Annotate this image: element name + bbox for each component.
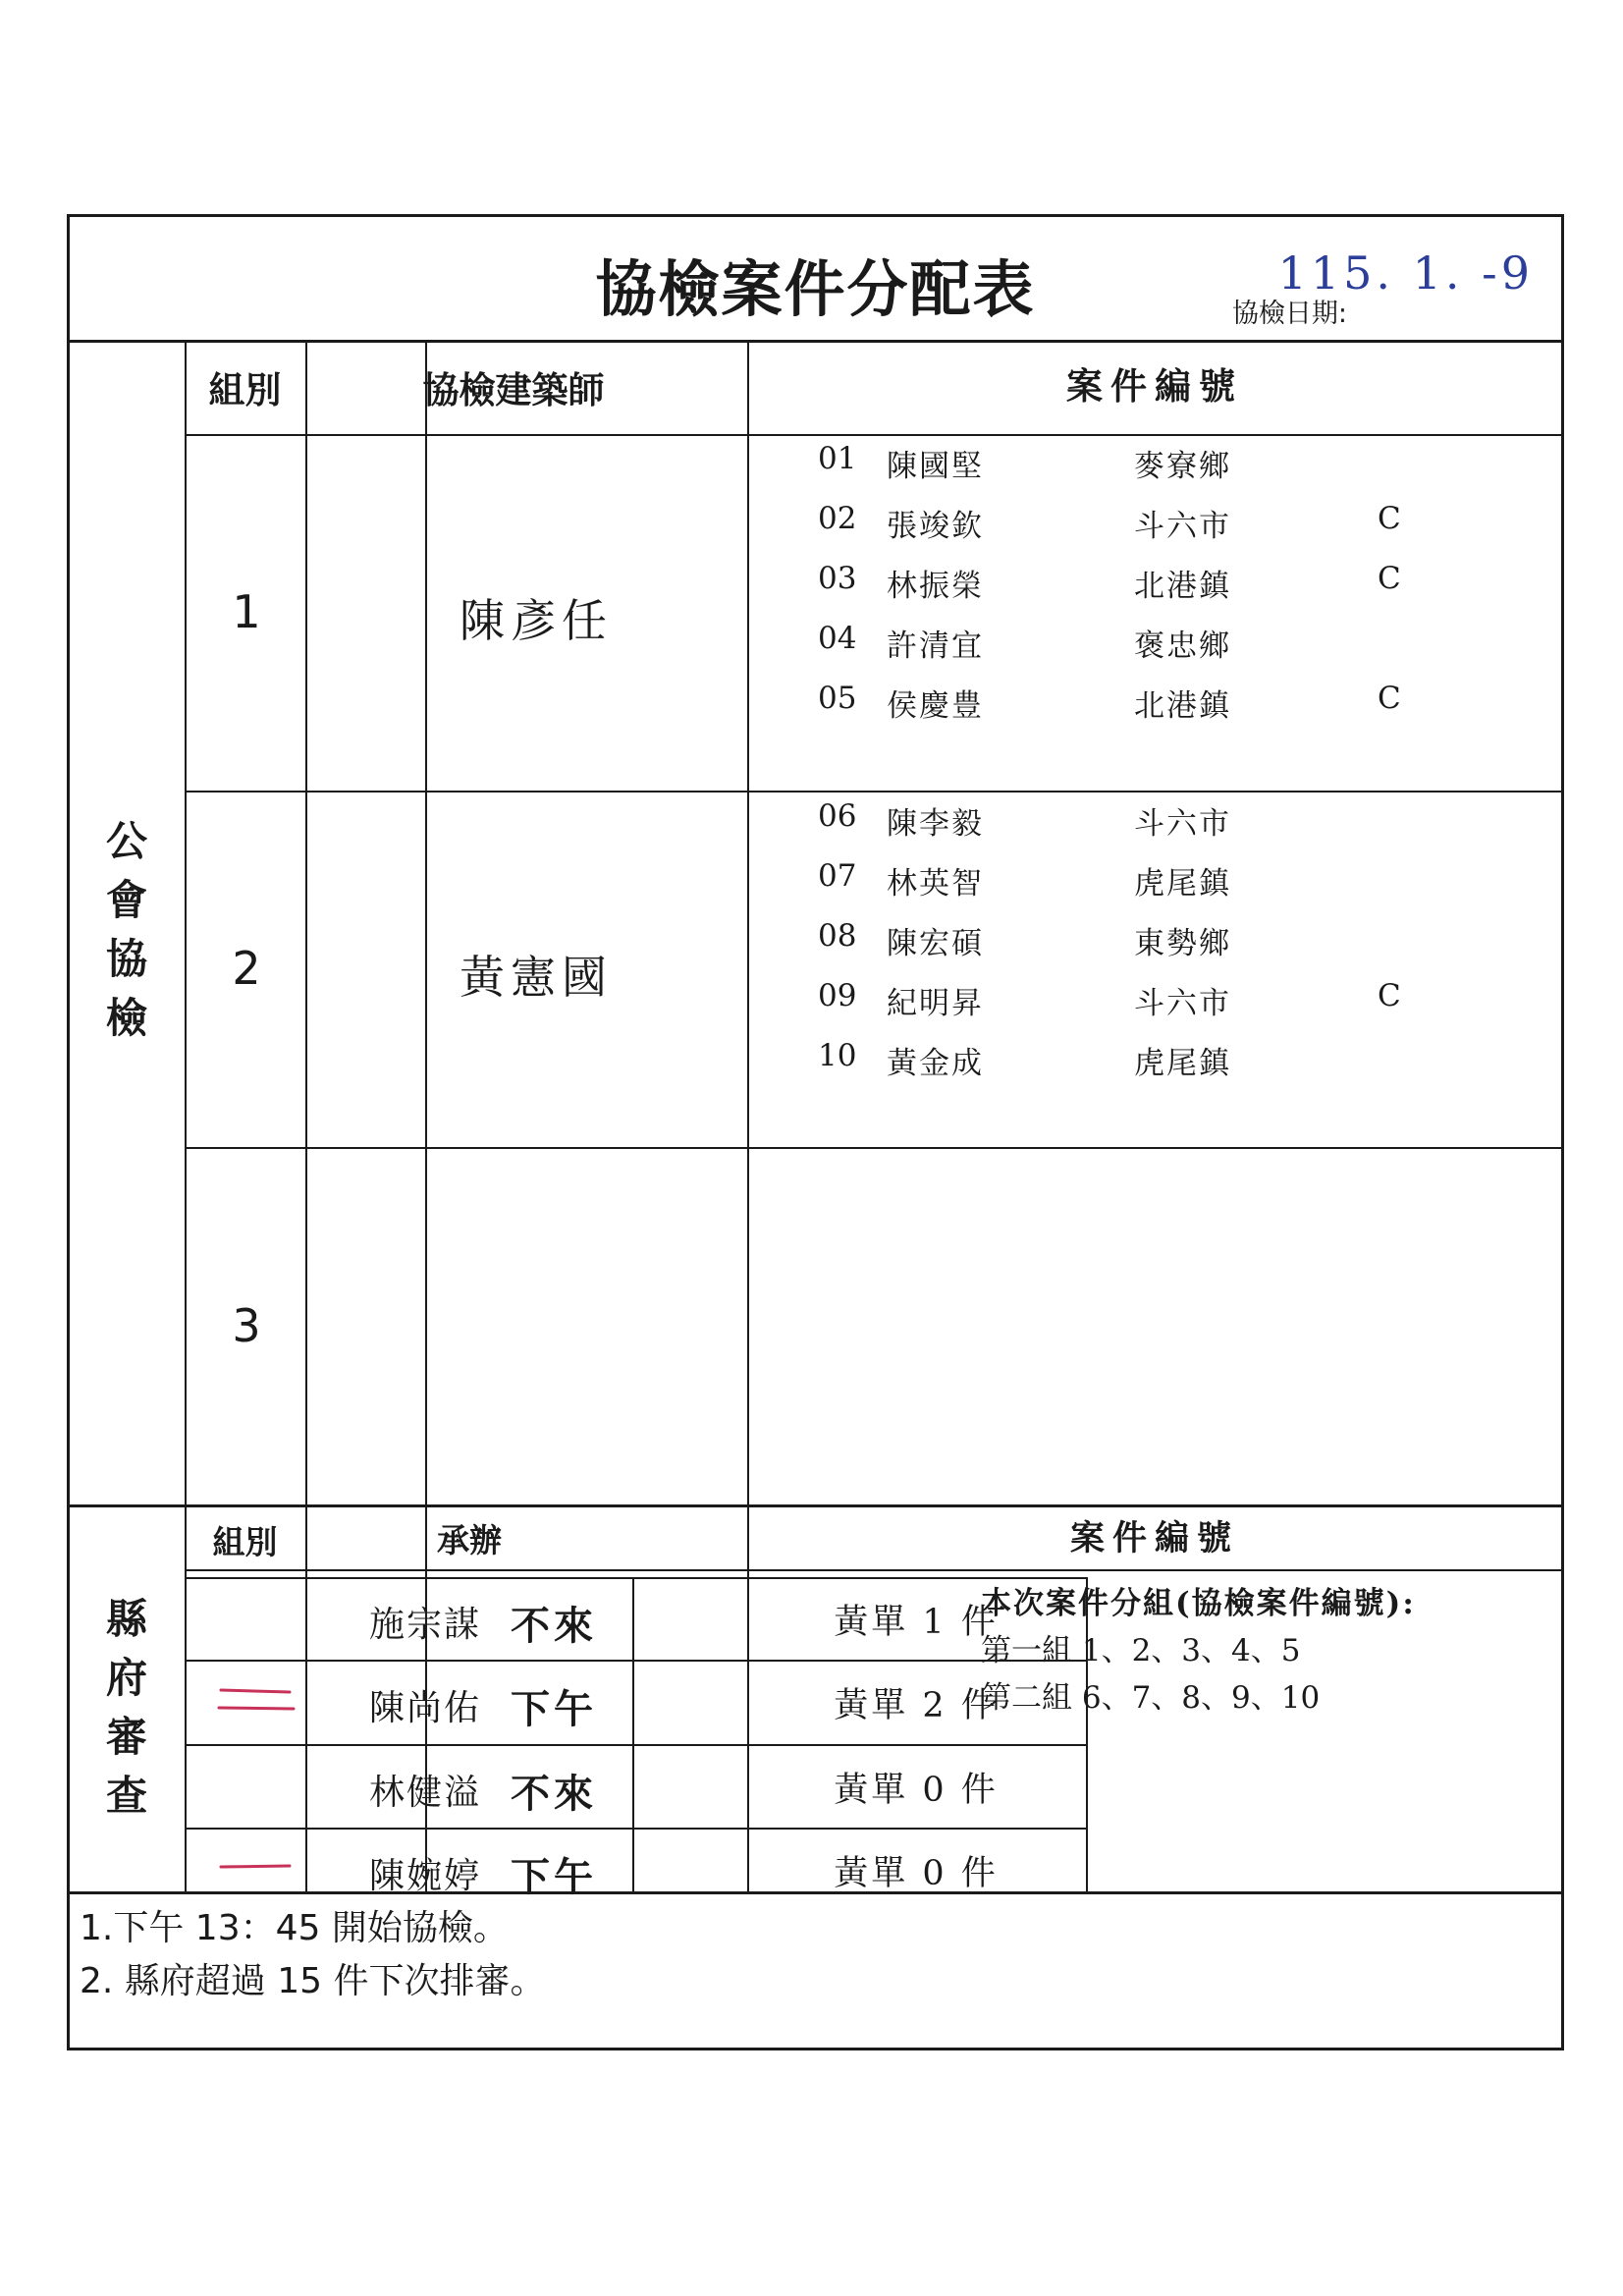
- union-section-label: 公 會 協 檢: [105, 817, 147, 1042]
- note-item: 1.下午 13：45 開始協檢。: [80, 1908, 509, 1948]
- header-group: 組別: [212, 1523, 278, 1561]
- yellow-slip-count: 黃單 1 件: [834, 1603, 999, 1642]
- handler-name: 施宗謀: [368, 1605, 481, 1645]
- note-item: 2. 縣府超過 15 件下次排審。: [80, 1961, 546, 2001]
- handwritten-group-mark: [217, 1680, 296, 1723]
- page-title: 協檢案件分配表: [595, 253, 1036, 325]
- notes: [80, 1902, 546, 2008]
- summary-line: 第二組 6、7、8、9、10: [981, 1680, 1321, 1716]
- summary-line: 第一組 1、2、3、4、5: [981, 1633, 1301, 1668]
- handler-name: 陳婉婷: [368, 1856, 481, 1896]
- attendance-time: 不來: [511, 1603, 597, 1649]
- header-group: 組別: [208, 369, 282, 411]
- header-architect: 協檢建築師: [422, 369, 605, 411]
- county-section-label: 縣 府 審 查: [105, 1595, 147, 1820]
- attendance-time: 下午: [511, 1686, 597, 1732]
- yellow-slip-count: 黃單 2 件: [834, 1686, 999, 1725]
- handwritten-group-mark: [217, 1849, 296, 1892]
- architect-name: 黃憲國: [460, 951, 613, 1004]
- group-number: 2: [232, 942, 261, 995]
- header-handler: 承辦: [437, 1521, 502, 1559]
- summary-title: 本次案件分組(協檢案件編號):: [981, 1586, 1416, 1621]
- yellow-slip-count: 黃單 0 件: [834, 1854, 999, 1893]
- group-summary: [981, 1580, 1416, 1722]
- group-number: 1: [232, 585, 261, 638]
- handler-name: 林健溢: [368, 1773, 481, 1813]
- architect-name: 陳彥任: [460, 594, 613, 647]
- group-number: 3: [232, 1299, 261, 1352]
- header-case-no: 案件編號: [1066, 365, 1243, 408]
- assignment-table: 協檢案件分配表 115. 1. -9 協檢日期: 公 會 協 檢 組別 協檢建築師 案件編號 1 陳彥任 01 陳國堅 麥寮鄉 02 張竣欽 斗六市 C 03 林振榮 北港鎮 C 04 許清宜 褒忠鄉 05 侯慶豊 北港鎮 C 2 黃憲國 06 陳李毅 斗六市 07 林英智 虎尾鎮 08 陳宏碩 東勢鄉 09 紀明昇 斗六市 C 10 黃金成 虎尾鎮 3 縣 府 審 查 組別 承辦 案件編號 施宗謀 不來 黃單 1 件 陳尚佑 下午 黃單 2 件 林健溢 不來 黃單 0 件 陳婉婷 下午 黃單 0 件 本次案件分組(協檢案件編號): 第一組 1、2、3、4、5 第二組 6、7、8、9、10 1.下午 13：45 開始協檢。 2. 縣府超過 15 件下次排審。: [67, 214, 1564, 2050]
- yellow-slip-count: 黃單 0 件: [834, 1771, 999, 1810]
- date-stamp: 115. 1. -9: [1277, 246, 1534, 300]
- handler-name: 陳尚佑: [368, 1688, 481, 1728]
- attendance-time: 不來: [511, 1771, 597, 1817]
- attendance-time: 下午: [511, 1854, 597, 1900]
- date-label: 協檢日期:: [1231, 299, 1347, 329]
- header-case-no: 案件編號: [1069, 1519, 1239, 1558]
